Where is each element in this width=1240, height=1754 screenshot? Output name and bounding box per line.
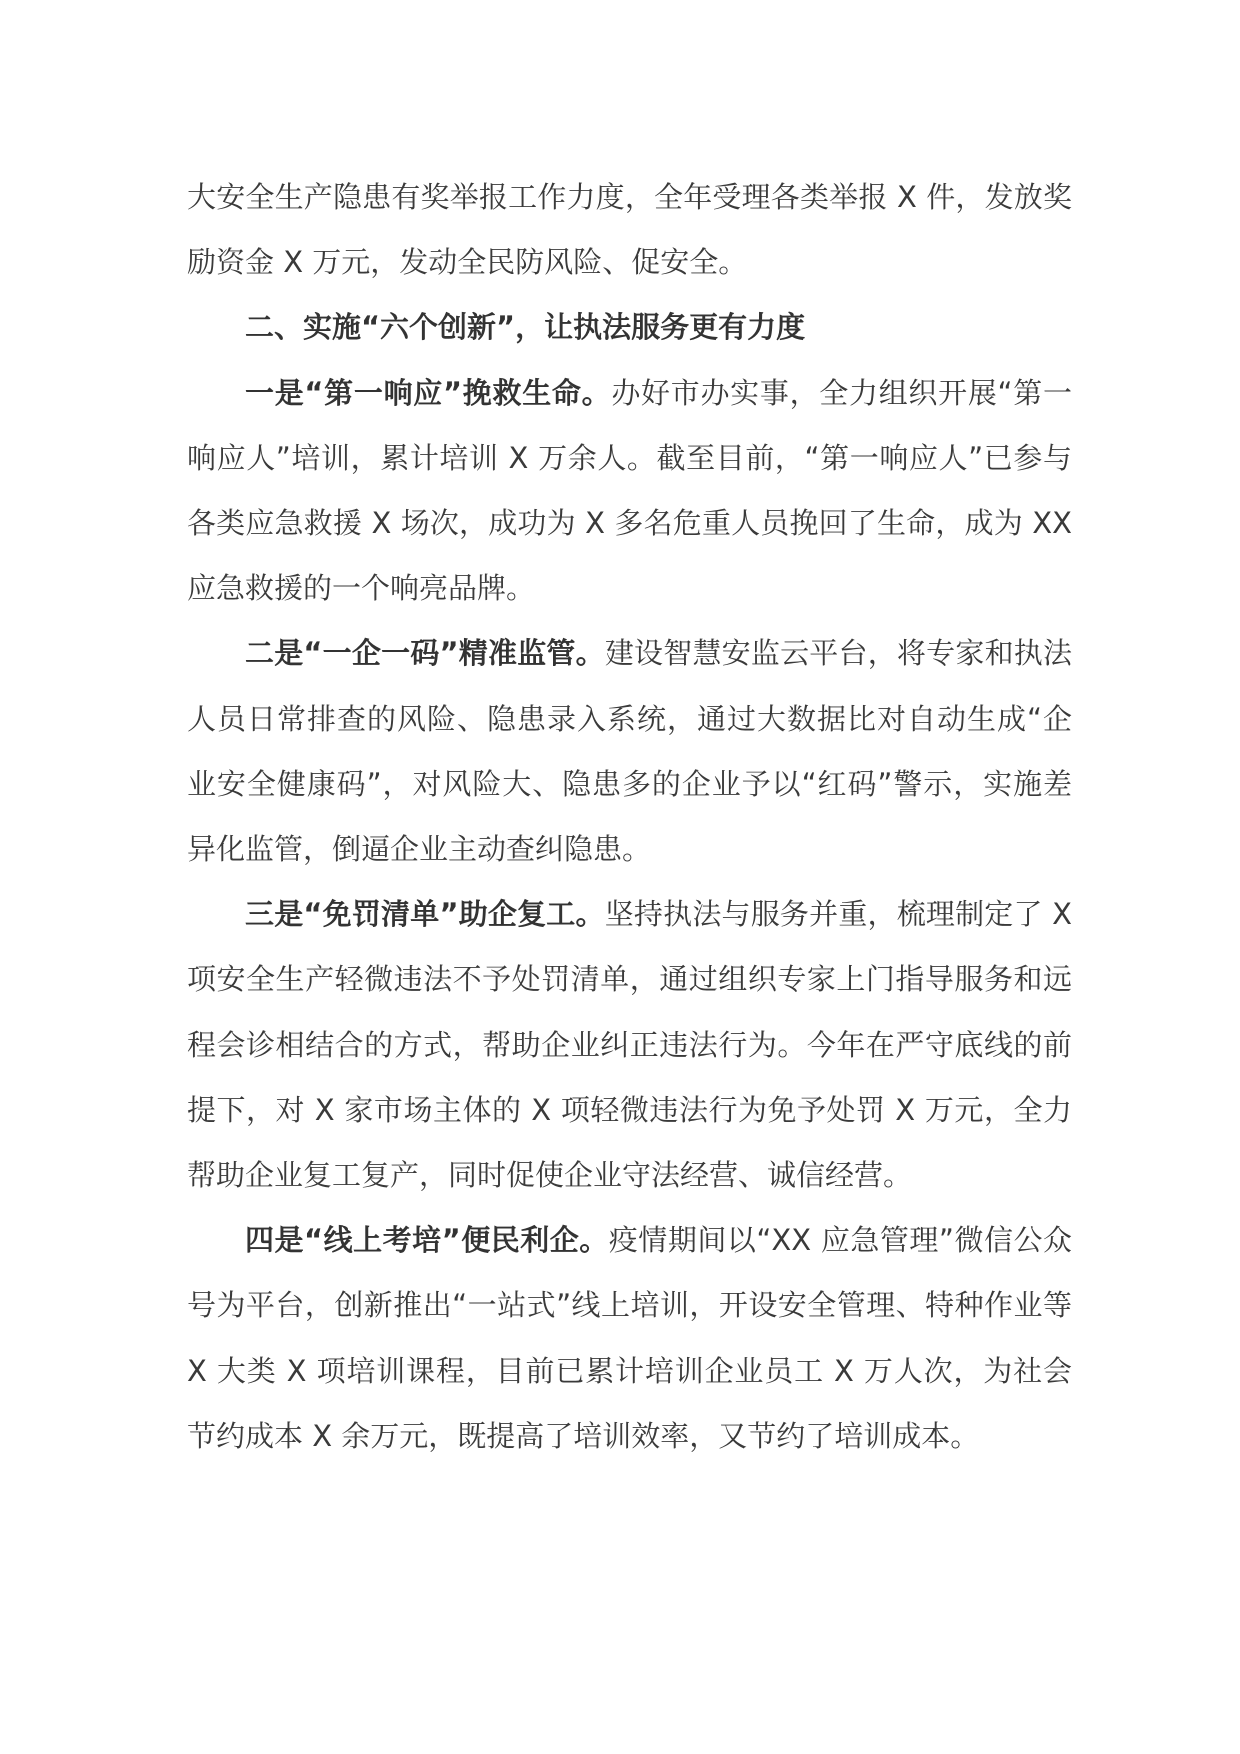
item-paragraph-4 xyxy=(187,1208,1072,1469)
item-body-1: 办好市办实事，全力组织开展“第一响应人”培训，累计培训 X 万余人。截至目前，“第一响应人”已参与各类应急救援 X 场次，成功为 X 多名危重人员挽回了生命，成为 XX 应急救援的一个响亮品牌。 xyxy=(187,375,1072,606)
item-paragraph-2 xyxy=(187,621,1072,882)
item-body-3: 坚持执法与服务并重，梳理制定了 X 项安全生产轻微违法不予处罚清单，通过组织专家上门指导服务和远程会诊相结合的方式，帮助企业纠正违法行为。今年在严守底线的前提下，对 X 家市场主体的 X 项轻微违法行为免予处罚 X 万元，全力帮助企业复工复产，同时促使企业守法经营、诚信经营。 xyxy=(187,897,1072,1193)
item-lead-1: 一是“第一响应”挽救生命。 xyxy=(245,375,612,410)
intro-paragraph: 大安全生产隐患有奖举报工作力度，全年受理各类举报 X 件，发放奖励资金 X 万元，发动全民防风险、促安全。 xyxy=(187,180,1072,280)
section-heading: 二、实施“六个创新”，让执法服务更有力度 xyxy=(245,310,806,345)
item-paragraph-1 xyxy=(187,361,1072,622)
item-body-4: 疫情期间以“XX 应急管理”微信公众号为平台，创新推出“一站式”线上培训，开设安全管理、特种作业等 X 大类 X 项培训课程，目前已累计培训企业员工 X 万人次，为社会节约成本 X 余万元，既提高了培训效率，又节约了培训成本。 xyxy=(187,1223,1072,1453)
item-paragraph-3 xyxy=(187,882,1072,1208)
item-lead-2: 二是“一企一码”精准监管。 xyxy=(245,636,605,671)
item-body-2: 建设智慧安监云平台，将专家和执法人员日常排查的风险、隐患录入系统，通过大数据比对自动生成“企业安全健康码”，对风险大、隐患多的企业予以“红码”警示，实施差异化监管，倒逼企业主动查纠隐患。 xyxy=(187,636,1072,867)
item-lead-4: 四是“线上考培”便民利企。 xyxy=(245,1223,609,1258)
document-body xyxy=(187,165,1072,1469)
item-lead-3: 三是“免罚清单”助企复工。 xyxy=(245,897,605,932)
